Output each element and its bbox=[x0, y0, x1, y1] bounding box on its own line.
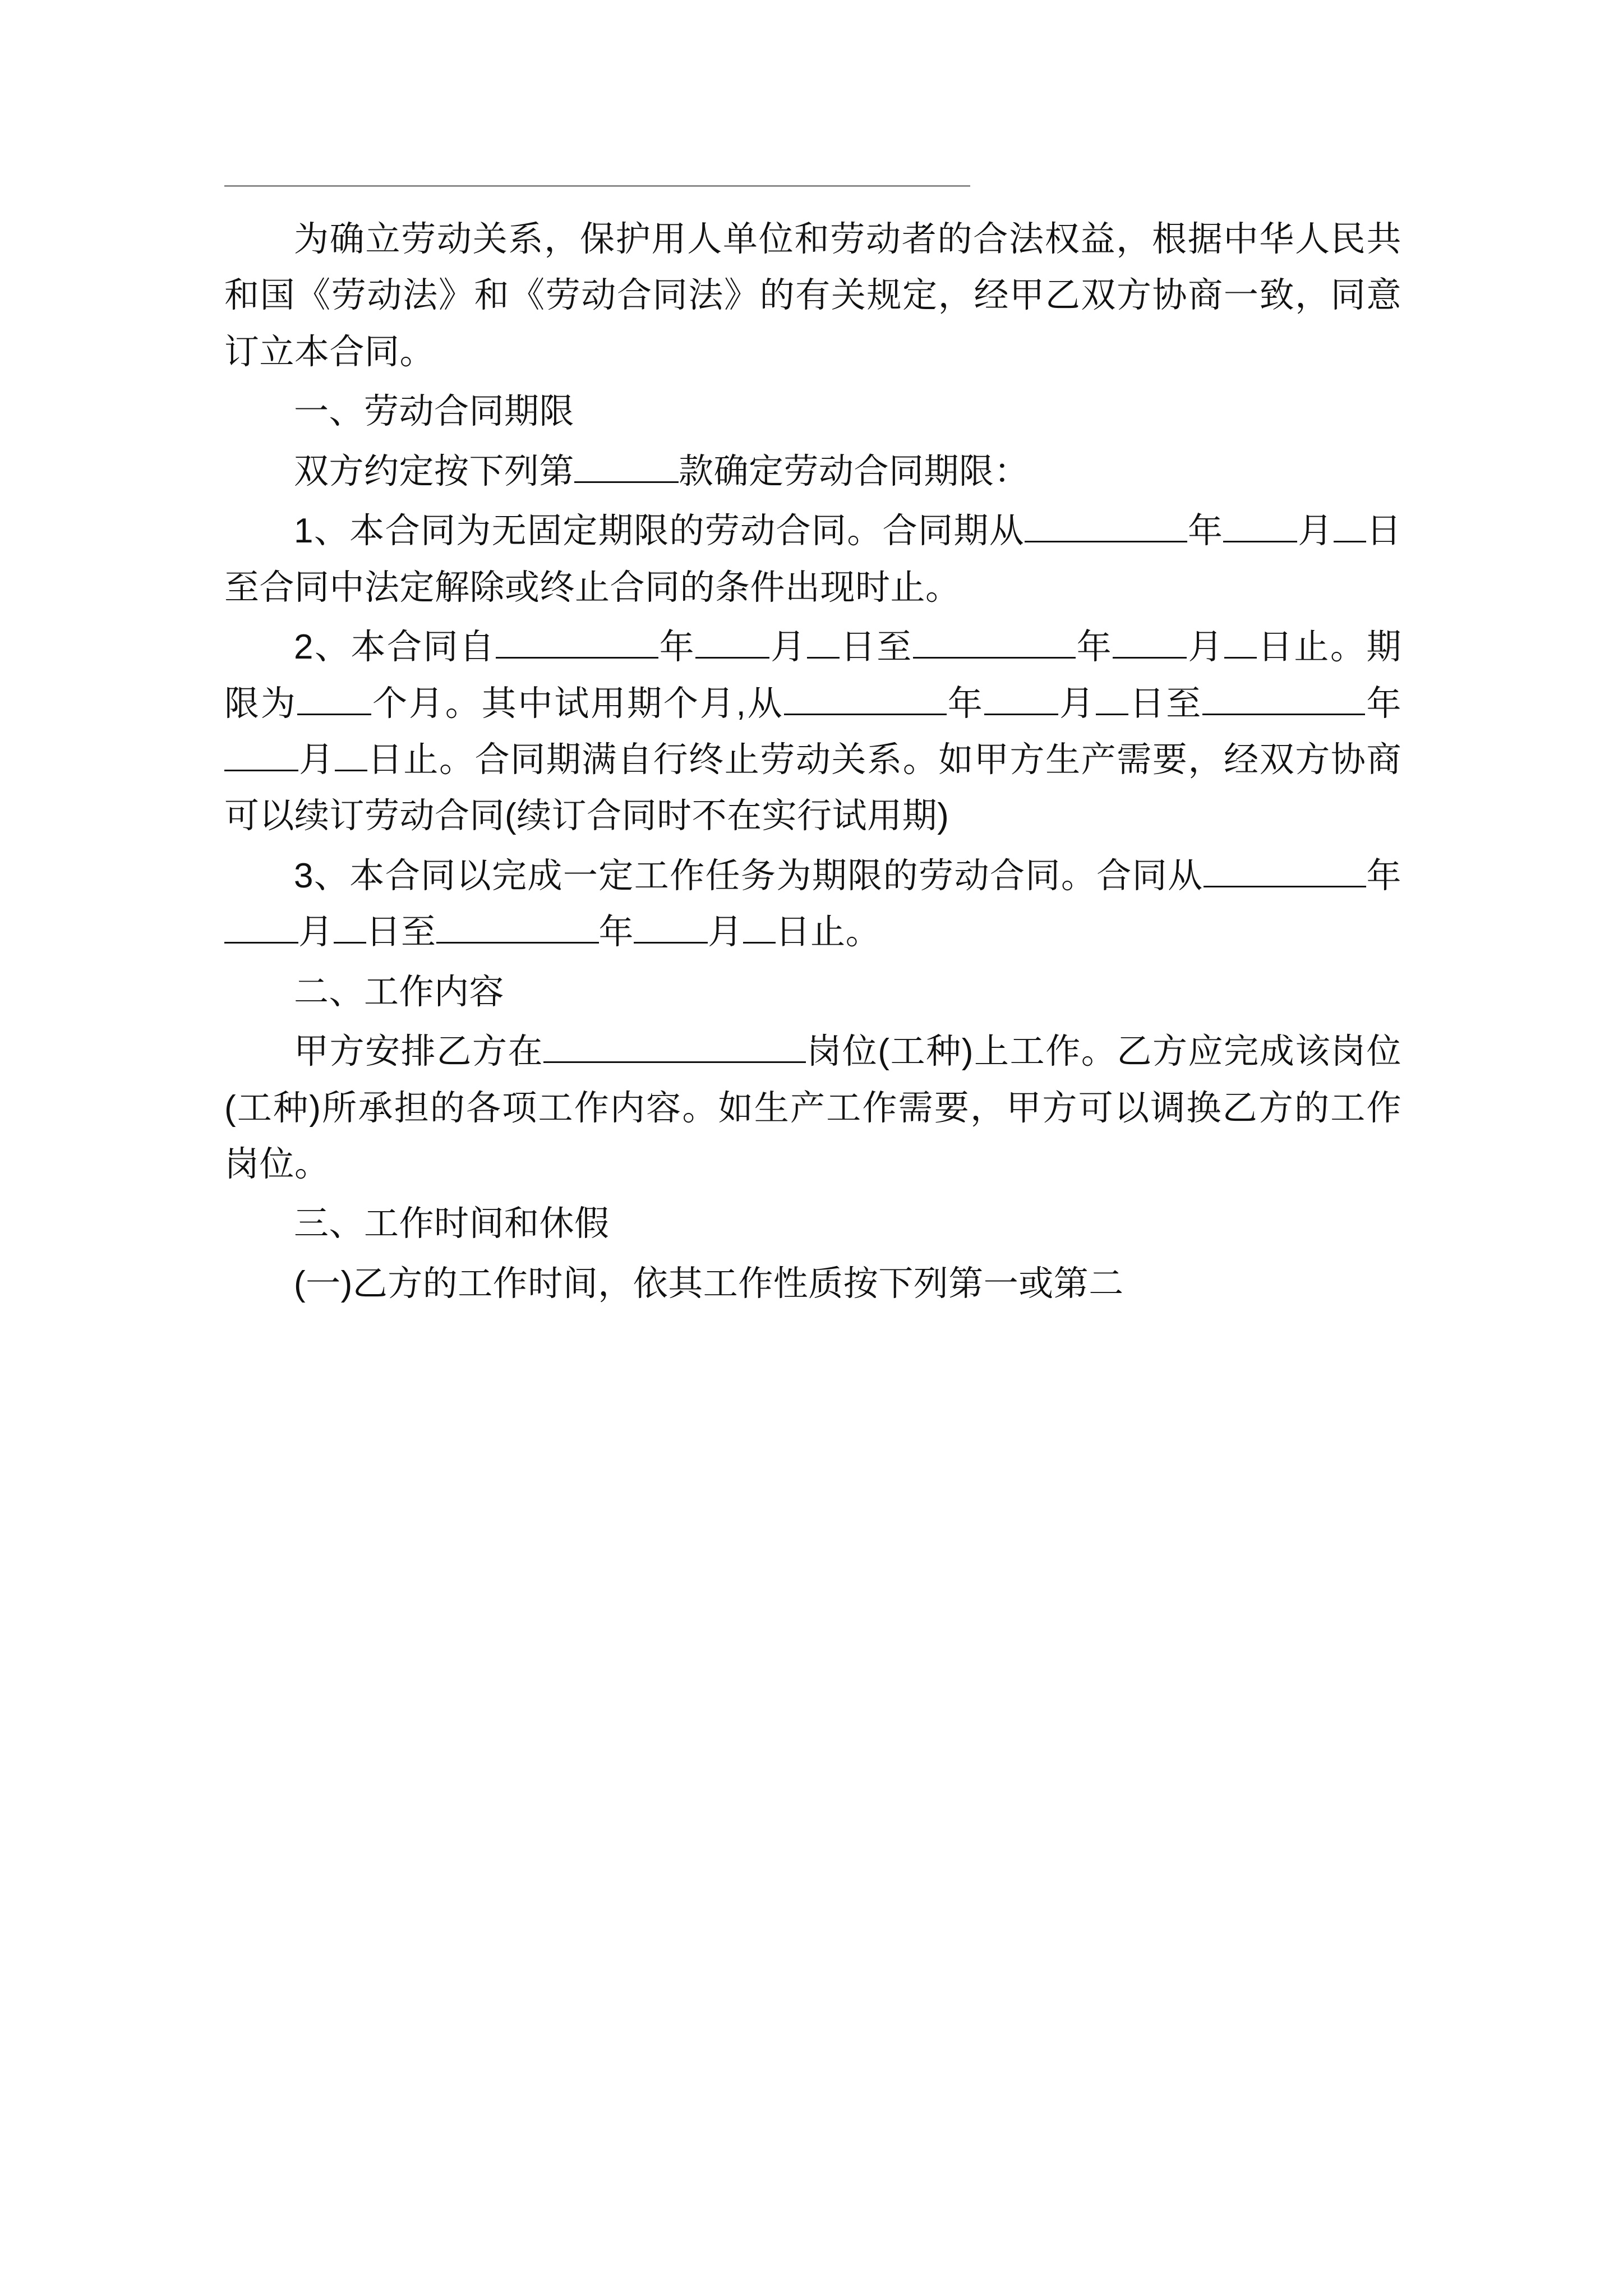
text-run: 日至 bbox=[839, 628, 913, 667]
paragraph-section-2-body bbox=[224, 1024, 1401, 1193]
text-run: 月 bbox=[298, 913, 334, 952]
text-run: 1、本合同为无固定期限的劳动合同。合同期从 bbox=[294, 512, 1025, 551]
text-run: 月 bbox=[1058, 684, 1096, 723]
text-run: 日止。期限为 bbox=[224, 628, 1401, 723]
text-run: 月 bbox=[708, 913, 743, 952]
text-run: 日止。 bbox=[775, 913, 881, 952]
fill-in-blank[interactable] bbox=[224, 734, 298, 771]
text-run: 年 bbox=[1075, 628, 1113, 667]
text-run: 岗位(工种)上工作。乙方应完成该岗位(工种)所承担的各项工作内容。如生产工作需要，甲方可以调换乙方的工作岗位。 bbox=[224, 1032, 1401, 1184]
paragraph-clause-1-3 bbox=[224, 848, 1401, 961]
fill-in-blank[interactable] bbox=[984, 678, 1058, 715]
fill-in-blank[interactable] bbox=[334, 906, 366, 944]
paragraph-clause-1-1 bbox=[224, 503, 1401, 616]
fill-in-blank[interactable] bbox=[784, 678, 947, 715]
text-run: 月 bbox=[1297, 512, 1334, 551]
paragraph-section-1-heading bbox=[224, 384, 1401, 440]
document-body bbox=[224, 211, 1401, 1312]
paragraph-section-1-intro bbox=[224, 444, 1401, 500]
fill-in-blank[interactable] bbox=[496, 621, 658, 659]
fill-in-blank[interactable] bbox=[743, 906, 776, 944]
fill-in-blank[interactable] bbox=[1334, 505, 1366, 542]
fill-in-blank[interactable] bbox=[1204, 850, 1366, 887]
paragraph-section-2-heading bbox=[224, 964, 1401, 1020]
fill-in-blank[interactable] bbox=[807, 621, 840, 659]
paragraph-section-3-heading bbox=[224, 1196, 1401, 1252]
fill-in-blank[interactable] bbox=[335, 734, 367, 771]
text-run: 月 bbox=[1187, 628, 1224, 667]
paragraph-clause-1-2 bbox=[224, 619, 1401, 845]
fill-in-blank[interactable] bbox=[1113, 621, 1187, 659]
text-run: 款确定劳动合同期限： bbox=[679, 452, 1030, 491]
text-run: 日至 bbox=[366, 913, 436, 952]
fill-in-blank[interactable] bbox=[543, 1025, 806, 1063]
text-run: 年 bbox=[658, 628, 696, 667]
text-run: 年 bbox=[598, 913, 634, 952]
fill-in-blank[interactable] bbox=[634, 906, 708, 944]
text-run: 2、本合同自 bbox=[294, 628, 496, 667]
fill-in-blank[interactable] bbox=[1202, 678, 1365, 715]
text-run: 甲方安排乙方在 bbox=[294, 1032, 544, 1071]
text-run: 年 bbox=[1187, 512, 1224, 551]
text-run: 年 bbox=[1365, 684, 1401, 723]
fill-in-blank[interactable] bbox=[436, 906, 599, 944]
fill-in-blank[interactable] bbox=[297, 678, 371, 715]
fill-in-blank[interactable] bbox=[1096, 678, 1128, 715]
fill-in-blank[interactable] bbox=[695, 621, 769, 659]
text-run: 3、本合同以完成一定工作任务为期限的劳动合同。合同从 bbox=[294, 856, 1204, 895]
text-run: 二、工作内容 bbox=[294, 972, 505, 1011]
text-run: 一、劳动合同期限 bbox=[294, 392, 575, 431]
text-run: 日至 bbox=[1128, 684, 1203, 723]
fill-in-blank[interactable] bbox=[913, 621, 1076, 659]
header-divider bbox=[224, 185, 970, 187]
paragraph-section-3-item-1 bbox=[224, 1256, 1401, 1312]
text-run: 月 bbox=[298, 740, 335, 779]
text-run: 个月。其中试用期个月,从 bbox=[371, 684, 784, 723]
text-run: 年 bbox=[946, 684, 984, 723]
text-run: (一)乙方的工作时间，依其工作性质按下列第一或第二 bbox=[294, 1264, 1124, 1303]
fill-in-blank[interactable] bbox=[574, 445, 679, 483]
text-run: 日止。合同期满自行终止劳动关系。如甲方生产需要，经双方协商可以续订劳动合同(续订合同时不在实行试用期) bbox=[224, 740, 1401, 836]
text-run: 月 bbox=[769, 628, 807, 667]
fill-in-blank[interactable] bbox=[224, 906, 298, 944]
text-run: 双方约定按下列第 bbox=[294, 452, 575, 491]
paragraph-preamble bbox=[224, 211, 1401, 380]
fill-in-blank[interactable] bbox=[1224, 621, 1257, 659]
fill-in-blank[interactable] bbox=[1025, 505, 1187, 542]
text-run: 为确立劳动关系，保护用人单位和劳动者的合法权益，根据中华人民共和国《劳动法》和《劳动合同法》的有关规定，经甲乙双方协商一致，同意订立本合同。 bbox=[224, 220, 1401, 371]
text-run: 日至合同中法定解除或终止合同的条件出现时止。 bbox=[224, 512, 1401, 607]
text-run: 年 bbox=[1366, 856, 1401, 895]
fill-in-blank[interactable] bbox=[1223, 505, 1297, 542]
text-run: 三、工作时间和休假 bbox=[294, 1204, 610, 1244]
